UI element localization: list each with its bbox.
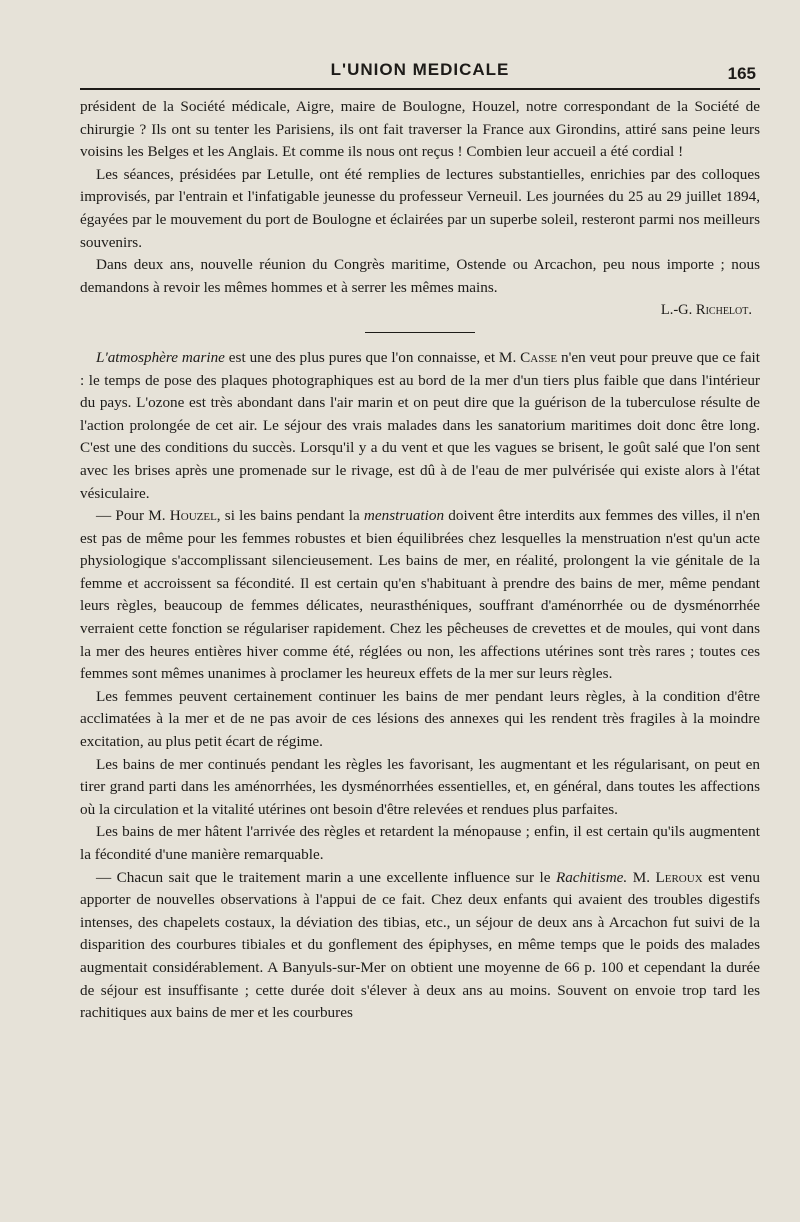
paragraph-8: Les bains de mer hâtent l'arrivée des règles et retardent la ménopause ; enfin, il est certain qu'ils augmentent la fécondité d'une manière remarquable. — [80, 823, 760, 863]
emphasis-menstruation: menstruation — [363, 507, 445, 525]
paragraph-4 — [80, 347, 760, 505]
signature — [80, 299, 760, 322]
emphasis-atmosphere-marine: L'atmosphère marine — [96, 348, 225, 366]
paragraph-2: Les séances, présidées par Letulle, ont été remplies de lectures substantielles, enrichies par des colloques improvisés, par l'entrain et l'infatigable jeunesse du professeur Verneuil. Les journées du 25 au 29 juillet 1894, égayées par le mouvement du port de Boulogne et éclairées par un superbe soleil, resteront parmi nos meilleurs souvenirs. — [80, 165, 760, 251]
paragraph-5 — [80, 505, 760, 686]
author-leroux: Leroux — [655, 868, 703, 886]
paragraph-9-text-c: est venu apporter de nouvelles observations à l'appui de ce fait. Chez deux enfants qui avaient des troubles digestifs intenses, des chapelets costaux, la déviation des tibias, etc., un séjour de deux ans à Arcachon fut suivi de la disparition des courbures tibiales et du gonflement des épiphyses, en même temps que le poids des malades augmentait considérablement. A Banyuls-sur-Mer on obtient une moyenne de 66 p. 100 et cependant la durée de séjour est insuffisante ; cette durée doit s'élever à deux ans au moins. Souvent on envoie trop tard les rachitiques aux bains de mer et les courbures — [80, 868, 760, 1022]
paragraph-7: Les bains de mer continués pendant les règles les favorisant, les augmentant et les régularisant, on peut en tirer grand parti dans les aménorrhées, les dysménorrhées essentielles, et, en général, dans toutes les affections où la circulation et la vitalité utérines ont besoin d'être relevées et rendues plus parfaites. — [80, 755, 760, 818]
paragraph-5-text-a: — Pour M. — [96, 507, 170, 525]
section-separator — [365, 332, 475, 333]
author-houzel: Houzel — [169, 507, 217, 525]
paragraph-1: président de la Société médicale, Aigre, maire de Boulogne, Houzel, notre correspondant de la Société de chirurgie ? Ils ont su tenter les Parisiens, ils ont fait traverser la France aux Girondins, attiré sans peine leurs voisins les Belges et les Anglais. Et comme ils nous ont reçus ! Combien leur accueil a été cordial ! — [80, 98, 760, 161]
paragraph-3: Dans deux ans, nouvelle réunion du Congrès maritime, Ostende ou Arcachon, peu nous importe ; nous demandons à revoir les mêmes hommes et à serrer les mêmes mains. — [80, 256, 760, 296]
signature-initials: L.-G. — [660, 302, 693, 319]
paragraph-5-text-c: doivent être interdits aux femmes des villes, il n'en est pas de même pour les femmes robustes et bien équilibrées chez lesquelles la menstruation n'est qu'un acte physiologique s'accomplissant silencieusement. Les bains de mer, en réalité, prolongent la vie génitale de la femme et accroissent sa fécondité. Il est certain qu'en s'habituant à prendre des bains de mer, même pendant leurs règles, beaucoup de femmes délicates, neurasthéniques, souffrant d'aménorrhée ou de dysménorrhée verraient cette fonction se régulariser rapidement. Chez les pêcheuses de crevettes et de moules, qui vont dans la mer des heures entières hiver comme été, réglées ou non, les affections utérines sont très rares ; toutes ces femmes sont mêmes unanimes à proclamer les heureux effets de la mer sur leurs règles. — [80, 507, 760, 683]
paragraph-9-text-b: M. — [627, 868, 656, 886]
paragraph-9 — [80, 867, 760, 1025]
signature-name: Richelot. — [695, 302, 752, 319]
running-head: L'UNION MEDICALE — [330, 60, 510, 79]
header-rule — [80, 88, 760, 90]
paragraph-5-text-b: , si les bains pendant la — [216, 507, 364, 525]
paragraph-4-text-a: est une des plus pures que l'on connaisse, et M. — [224, 348, 521, 366]
paragraph-4-text-b: n'en veut pour preuve que ce fait : le temps de pose des plaques photographiques est au bord de la mer d'un tiers plus faible que dans l'intérieur du pays. L'ozone est très abondant dans l'air marin et on peut dire que la guérison de la tuberculose résulte de l'action prolongée de cet air. Le séjour des vrais malades dans les sanatorium maritimes doit donc être long. C'est une des conditions du succès. Lorsqu'il y a du vent et que les vagues se brisent, le goût salé que l'on sent avec les brises après une promenade sur le rivage, est dû à de l'eau de mer pulvérisée qui existe alors à l'état vésiculaire. — [80, 348, 760, 502]
page-header — [80, 54, 760, 84]
paragraph-6: Les femmes peuvent certainement continuer les bains de mer pendant leurs règles, à la condition d'être acclimatées à la mer et de ne pas avoir de ces lésions des annexes qui les rendent très fragiles à la moindre excitation, au plus petit écart de régime. — [80, 687, 760, 751]
paragraph-9-text-a: — Chacun sait que le traitement marin a une excellente influence sur le — [96, 868, 556, 886]
author-casse: Casse — [520, 348, 558, 366]
emphasis-rachitisme: Rachitisme. — [555, 868, 628, 886]
page-number: 165 — [727, 64, 756, 83]
